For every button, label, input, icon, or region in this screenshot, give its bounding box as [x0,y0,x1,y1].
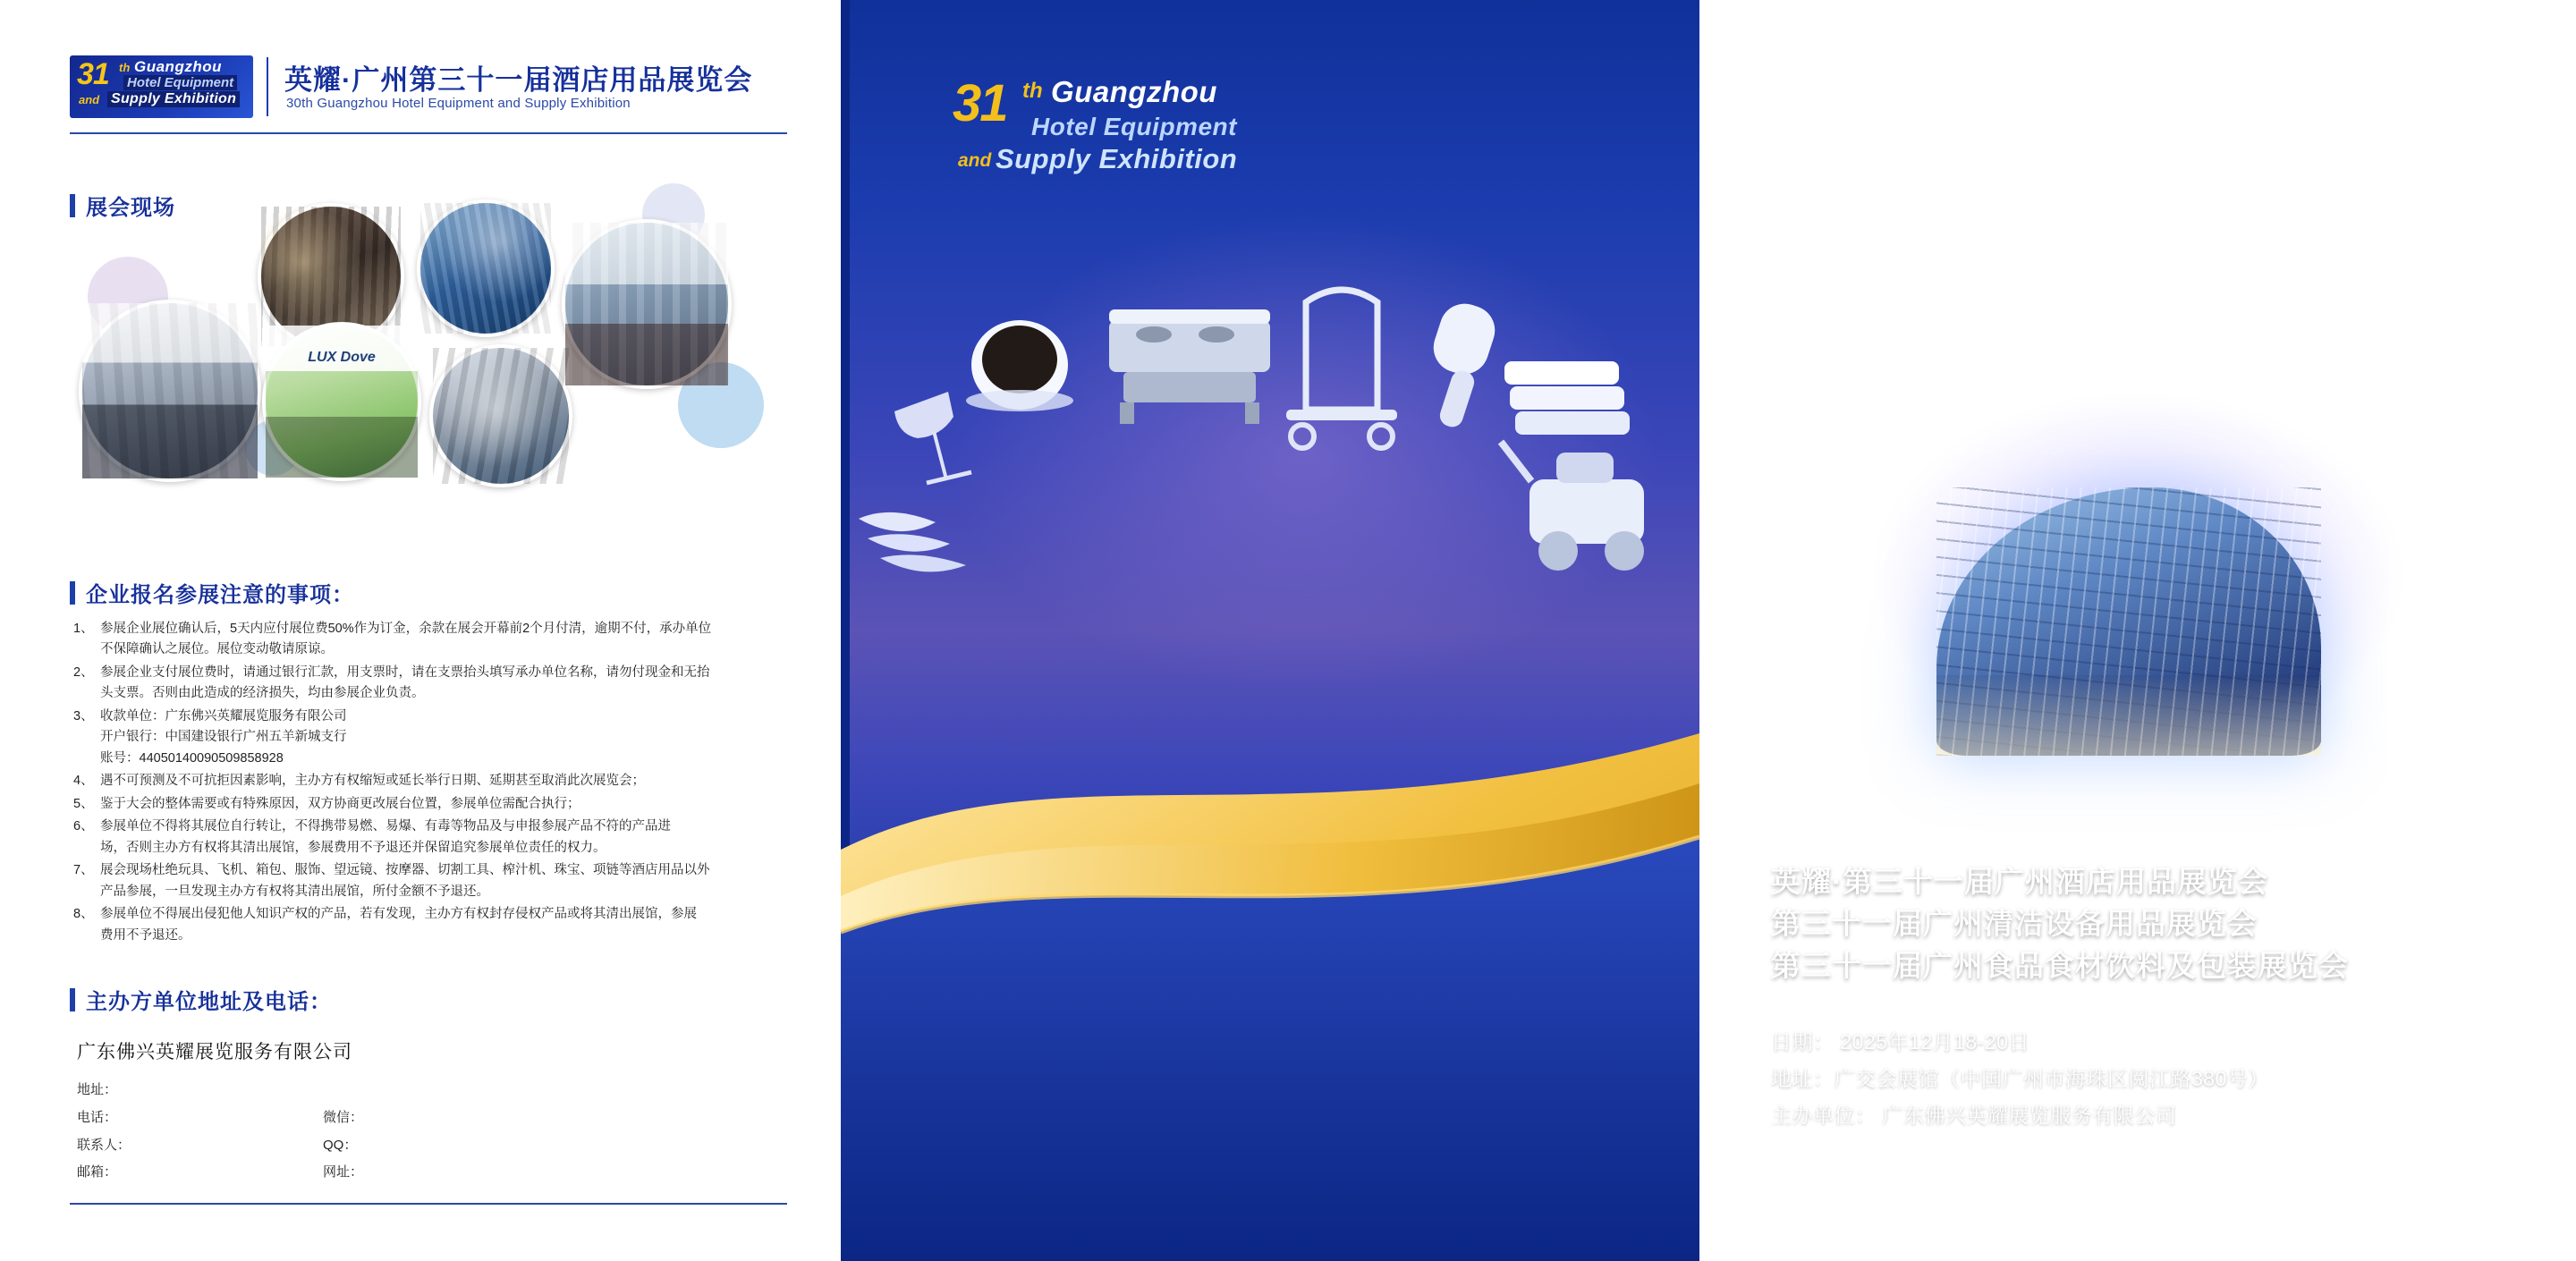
notice-item [73,771,789,791]
notice-line: 参展单位不得将其展位自行转让，不得携带易燃、易爆、有毒等物品及与申报参展产品不符的产品进 [100,819,671,834]
notice-line: 收款单位：广东佛兴英耀展览服务有限公司 [100,708,347,724]
logo-and: and [79,93,100,106]
floor-scrubber-icon [1501,442,1644,571]
photo-caption-lux-dove: LUX Dove [308,350,376,366]
contact-label-email: 邮箱： [77,1164,118,1181]
cover-title-line-3: 第三十一届广州食品食材饮料及包装展览会 [1771,948,2349,982]
notice-line: 场，否则主办方有权将其清出展馆，参展费用不予退还并保留追究参展单位责任的权力。 [100,840,606,855]
notice-text [100,619,789,661]
heading-accent-bar [70,581,75,605]
photo-hall-overview [562,219,732,389]
gold-wave-decoration [841,581,1699,1261]
notice-line: 展会现场杜绝玩具、飞机、箱包、服饰、望远镜、按摩器、切割工具、榨汁机、珠宝、项链等酒店用品以外 [100,863,710,878]
notice-item [73,817,789,859]
notice-number: 6、 [73,819,94,834]
heading-accent-bar [70,988,75,1011]
logo-mark [70,55,253,118]
notice-line: 不保障确认之展位。展位变动敬请原谅。 [100,642,334,657]
notice-number: 5、 [73,796,94,811]
notice-line: 账号：44050140090509858928 [100,750,284,766]
contact-row [77,1159,542,1187]
notice-line: 开户银行：中国建设银行广州五羊新城支行 [100,730,347,745]
cover-logo-supply-exhibition: Supply Exhibition [996,143,1238,174]
contact-row [77,1132,542,1160]
contact-label-website: 网址： [323,1164,364,1181]
notice-text [100,707,789,769]
building-base-glow [1936,675,2321,756]
notice-line: 产品参展，一旦发现主办方有权将其清出展馆，所付金额不予退还。 [100,884,489,899]
section-heading-notice [70,577,354,608]
notice-number: 3、 [73,708,94,724]
cover-logo-number: 31 [953,74,1007,132]
footer-rule [70,1203,787,1205]
notice-item [73,794,789,815]
contact-label-person: 联系人： [77,1137,131,1153]
cutlery-icon [859,512,966,571]
cover-logo-hotel-equipment: Hotel Equipment [1031,113,1237,140]
header-title-en: 30th Guangzhou Hotel Equipment and Supply Exhibition [286,96,631,111]
notice-line: 参展企业展位确认后，5天内应付展位费50%作为订金，余款在展会开幕前2个月付清，逾期不付，承办单位 [100,622,712,636]
notice-number: 4、 [73,774,94,789]
contact-grid [77,1077,542,1187]
notice-item [73,619,789,661]
notice-item [73,707,789,769]
contact-label-wechat: 微信： [323,1109,364,1125]
notice-line: 参展单位不得展出侵犯他人知识产权的产品，若有发现，主办方有权封存侵权产品或将其清出展馆，参展 [100,907,697,922]
luggage-cart-icon [1286,290,1397,448]
cooking-range-icon [1109,309,1270,424]
wine-glass-icon [894,392,971,483]
photo-booth-2 [417,199,555,337]
cover-title-line-2: 第三十一届广州清洁设备用品展览会 [1771,906,2258,940]
contact-label-address: 地址： [77,1082,118,1097]
logo-line-hotel-equipment: Hotel Equipment [123,75,237,90]
left-page [0,0,841,1261]
folded-towels-icon [1504,361,1630,435]
contact-row [77,1077,542,1104]
section-heading-contact [70,984,332,1015]
header-rule [70,132,787,134]
notice-text: 遇不可预测及不可抗拒因素影响，主办方有权缩短或延长举行日期、延期甚至取消此次展览会； [100,774,645,789]
logo-line-supply-exhibition: Supply Exhibition [107,91,240,107]
coffee-cup-icon [966,320,1073,411]
right-page-cover [841,0,2349,1261]
notice-list [73,619,789,948]
notice-item [73,904,789,946]
header-title-cn: 英耀·广州第三十一届酒店用品展览会 [284,64,753,96]
cover-title-line-1: 英耀·第三十一届广州酒店用品展览会 [1771,865,2268,898]
cover-meta-venue: 地址：广交会展馆（中国广州市海珠区阅江路380号） [1771,1066,2269,1090]
exhibition-center-building [1936,487,2321,756]
contact-label-qq: QQ： [323,1137,358,1153]
cover-title-block [1771,861,2576,987]
contact-row [77,1104,542,1132]
section-photos-title: 展会现场 [86,196,175,220]
logo-number: 31 [77,57,109,91]
notice-line: 参展企业支付展位费时，请通过银行汇款，用支票时，请在支票抬头填写承办单位名称，请勿付现金和无抬 [100,664,710,680]
notice-text [100,904,789,946]
notice-line: 头支票。否则由此造成的经济损失，均由参展企业负责。 [100,686,425,701]
logo-ordinal-suffix: th [119,61,131,74]
notice-line: 费用不予退还。 [100,927,191,943]
notice-item [73,860,789,902]
section-notice-title: 企业报名参展注意的事项： [86,583,354,607]
notice-text [100,663,789,705]
photo-demo-visitors [429,344,572,487]
notice-number: 7、 [73,863,94,878]
notice-number: 1、 [73,622,94,636]
logo-line-guangzhou: Guangzhou [134,58,222,75]
cover-logo-and: and [958,150,992,171]
cover-logo-guangzhou: Guangzhou [1051,75,1217,108]
section-contact-title: 主办方单位地址及电话： [86,990,332,1014]
photo-lux-dove-booth [262,322,421,481]
notice-text [100,817,789,859]
exhibition-logo [70,55,785,127]
cover-meta-block [1771,1024,2576,1134]
cover-logo [953,70,1328,177]
cover-meta-date: 日期： 2025年12月18-20日 [1771,1030,2029,1054]
notice-text [100,860,789,902]
hair-dryer-icon [1427,297,1501,429]
photo-collage [70,192,794,470]
organizer-company-name: 广东佛兴英耀展览服务有限公司 [77,1042,352,1062]
contact-label-blank [323,1077,542,1104]
cover-logo-ordinal-suffix: th [1022,79,1043,103]
cover-meta-organizer: 主办单位： 广东佛兴英耀展览服务有限公司 [1771,1103,2177,1127]
photo-visitors-crowd [79,300,261,482]
notice-number: 2、 [73,664,94,680]
notice-item [73,663,789,705]
notice-text: 鉴于大会的整体需要或有特殊原因，双方协商更改展台位置，参展单位需配合执行； [100,796,580,811]
notice-number: 8、 [73,907,94,922]
contact-label-phone: 电话： [77,1109,118,1125]
logo-divider [267,57,268,116]
